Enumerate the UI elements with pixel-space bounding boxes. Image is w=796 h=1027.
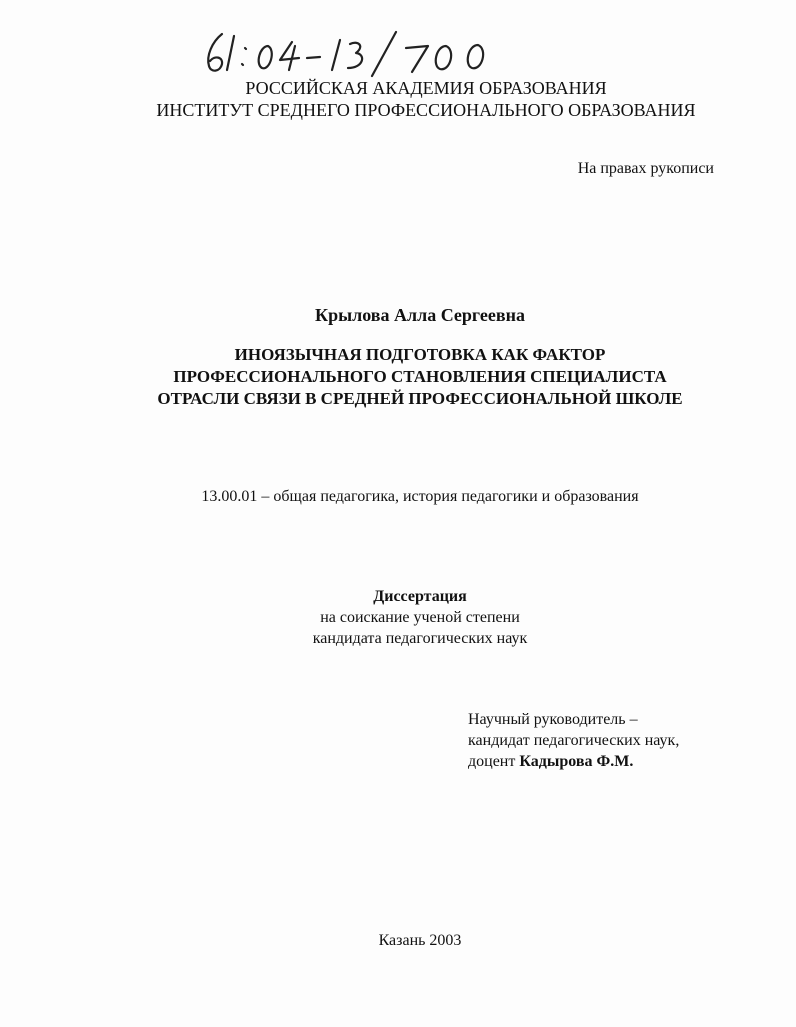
thesis-title-line-1: ИНОЯЗЫЧНАЯ ПОДГОТОВКА КАК ФАКТОР	[234, 345, 606, 364]
institute-name: ИНСТИТУТ СРЕДНЕГО ПРОФЕССИОНАЛЬНОГО ОБРАЗОВАНИЯ	[156, 100, 696, 120]
degree-line-2: кандидата педагогических наук	[312, 630, 528, 647]
city-year: Казань 2003	[378, 932, 462, 949]
handwritten-code-drawing	[200, 28, 510, 78]
advisor-role: Научный руководитель –	[468, 711, 638, 728]
specialty-code: 13.00.01 – общая педагогика, история педагогики и образования	[201, 488, 639, 505]
author-name: Крылова Алла Сергеевна	[315, 305, 525, 325]
advisor-rank: доцент	[468, 753, 520, 770]
degree-line-1: на соискание ученой степени	[320, 609, 520, 626]
handwritten-catalog-code	[200, 28, 510, 78]
organization-name: РОССИЙСКАЯ АКАДЕМИЯ ОБРАЗОВАНИЯ	[245, 78, 607, 98]
advisor-degree: кандидат педагогических наук,	[468, 732, 680, 749]
thesis-title-line-2: ПРОФЕССИОНАЛЬНОГО СТАНОВЛЕНИЯ СПЕЦИАЛИСТА	[173, 367, 667, 386]
scientific-advisor	[468, 709, 679, 772]
thesis-title-line-3: ОТРАСЛИ СВЯЗИ В СРЕДНЕЙ ПРОФЕССИОНАЛЬНОЙ ШКОЛЕ	[157, 389, 683, 408]
advisor-title-line	[468, 751, 679, 772]
advisor-name: Кадырова Ф.М.	[519, 753, 634, 770]
dissertation-label: Диссертация	[373, 588, 467, 605]
rights-note: На правах рукописи	[577, 160, 714, 177]
